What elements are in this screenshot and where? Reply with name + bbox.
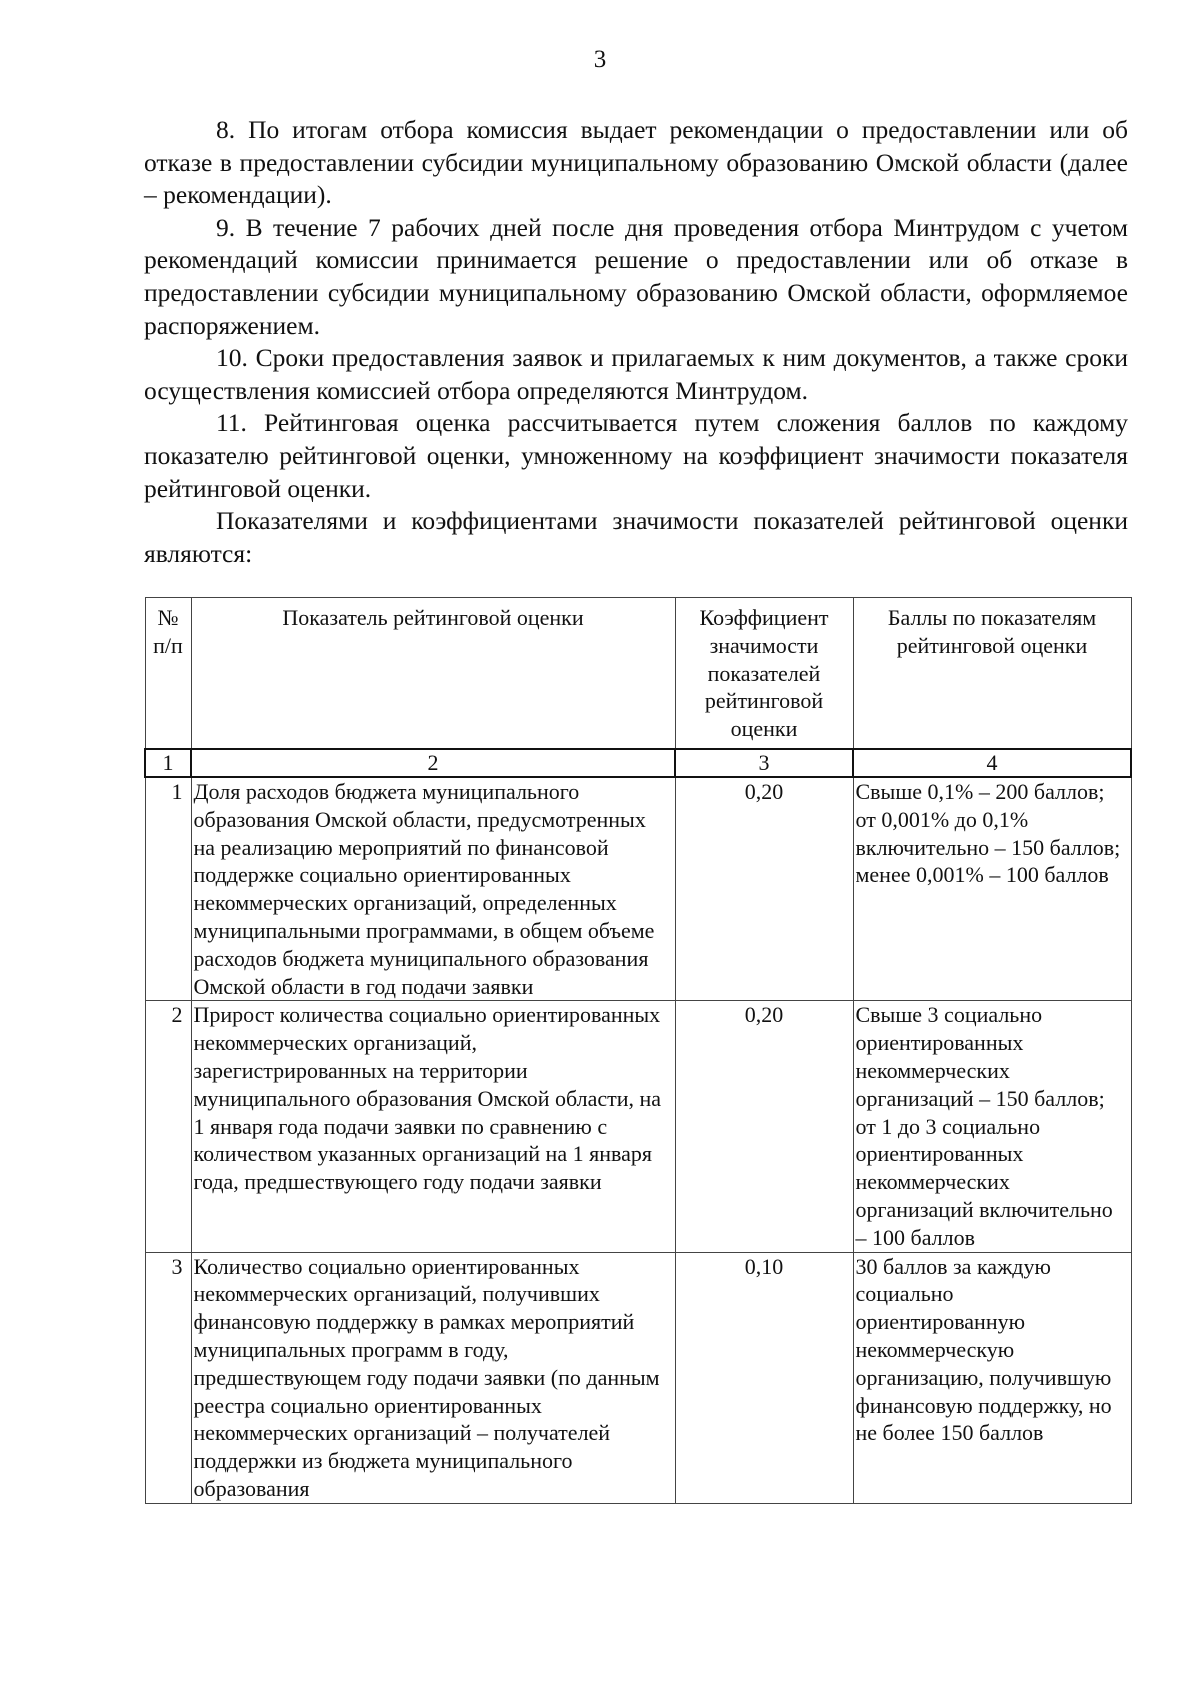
column-number: 1 bbox=[145, 749, 191, 777]
coefficient-cell: 0,10 bbox=[675, 1252, 853, 1503]
coefficient-cell: 0,20 bbox=[675, 1001, 853, 1252]
indicator-cell: Количество социально ориентированных некоммерческих организаций, получивших финансовую поддержку в рамках мероприятий муниципальных программ в году, предшествующем году подачи заявки (по данным реестра социально ориентированных некоммерческих организаций – получателей поддержки из бюджета муниципального образования bbox=[191, 1252, 675, 1503]
rating-table-container bbox=[144, 597, 1130, 1504]
points-cell: 30 баллов за каждую социально ориентированную некоммерческую организацию, получившую финансовую поддержку, но не более 150 баллов bbox=[853, 1252, 1131, 1503]
coefficient-cell: 0,20 bbox=[675, 777, 853, 1001]
paragraph-indicators-intro: Показателями и коэффициентами значимости показателей рейтинговой оценки являются: bbox=[144, 506, 1128, 568]
header-indicator: Показатель рейтинговой оценки bbox=[191, 598, 675, 750]
paragraph-10: 10. Сроки предоставления заявок и прилагаемых к ним документов, а также сроки осуществления комиссией отбора определяются Минтрудом. bbox=[144, 343, 1128, 405]
header-coefficient: Коэффициент значимости показателей рейтинговой оценки bbox=[675, 598, 853, 750]
paragraph-8: 8. По итогам отбора комиссия выдает рекомендации о предоставлении или об отказе в предоставлении субсидии муниципальному образованию Омской области (далее – рекомендации). bbox=[144, 115, 1128, 210]
table-header-row bbox=[145, 598, 1131, 750]
points-cell: Свыше 0,1% – 200 баллов; от 0,001% до 0,1% включительно – 150 баллов; менее 0,001% – 100 баллов bbox=[853, 777, 1131, 1001]
column-number: 3 bbox=[675, 749, 853, 777]
header-points: Баллы по показателям рейтинговой оценки bbox=[853, 598, 1131, 750]
indicator-cell: Прирост количества социально ориентированных некоммерческих организаций, зарегистрированных на территории муниципального образования Омской области, на 1 января года подачи заявки по сравнению с количеством указанных организаций на 1 января года, предшествующего году подачи заявки bbox=[191, 1001, 675, 1252]
page-number: 3 bbox=[593, 46, 607, 73]
table-row bbox=[145, 1001, 1131, 1252]
row-number: 3 bbox=[145, 1252, 191, 1503]
points-cell: Свыше 3 социально ориентированных некоммерческих организаций – 150 баллов; от 1 до 3 социально ориентированных некоммерческих организаций включительно – 100 баллов bbox=[853, 1001, 1131, 1252]
table-row bbox=[145, 777, 1131, 1001]
column-number: 2 bbox=[191, 749, 675, 777]
table-row bbox=[145, 1252, 1131, 1503]
row-number: 2 bbox=[145, 1001, 191, 1252]
header-number: № п/п bbox=[145, 598, 191, 750]
column-number-row bbox=[145, 749, 1131, 777]
indicator-cell: Доля расходов бюджета муниципального образования Омской области, предусмотренных на реализацию мероприятий по финансовой поддержке социально ориентированных некоммерческих организаций, определенных муниципальными программами, в общем объеме расходов бюджета муниципального образования Омской области в год подачи заявки bbox=[191, 777, 675, 1001]
column-number: 4 bbox=[853, 749, 1131, 777]
row-number: 1 bbox=[145, 777, 191, 1001]
rating-table bbox=[144, 597, 1132, 1504]
paragraph-11: 11. Рейтинговая оценка рассчитывается путем сложения баллов по каждому показателю рейтинговой оценки, умноженному на коэффициент значимости показателя рейтинговой оценки. bbox=[144, 408, 1128, 503]
body-text bbox=[144, 114, 1128, 570]
paragraph-9: 9. В течение 7 рабочих дней после дня проведения отбора Минтрудом с учетом рекомендаций комиссии принимается решение о предоставлении или об отказе в предоставлении субсидии муниципальному образованию Омской области, оформляемое распоряжением. bbox=[144, 212, 1128, 340]
